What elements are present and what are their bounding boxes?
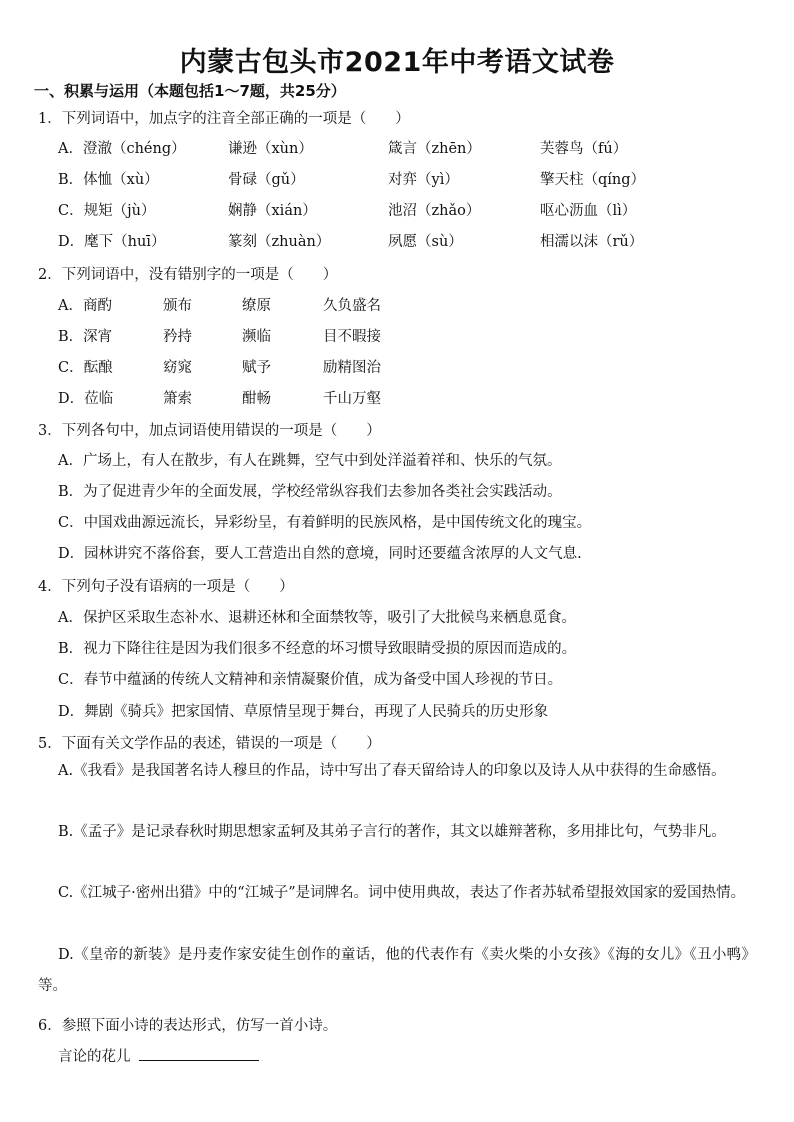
poem-line [58,1045,259,1066]
option-cell: 励精图治 [323,360,381,376]
question-3-stem: 3．下列各句中，加点词语使用错误的一项是（ ） [38,423,381,439]
section-heading: 一、积累与运用（本题包括1～7题，共25分） [34,82,346,100]
option-cell: C．规矩（jù） [58,203,156,219]
option-cell: A．澄澈（chéng） [58,141,186,157]
question-3-option-b[interactable]: B．为了促进青少年的全面发展，学校经常纵容我们去参加各类社会实践活动。 [58,484,562,500]
question-4-option-b[interactable]: B．视力下降往往是因为我们很多不经意的坏习惯导致眼睛受损的原因而造成的。 [58,641,577,657]
option-cell: D．莅临 [58,391,114,407]
option-cell: 夙愿（sù） [388,234,463,250]
option-cell: 篆刻（zhuàn） [228,234,331,250]
option-cell: 久负盛名 [323,298,381,314]
option-cell: 箴言（zhēn） [388,141,481,157]
question-5-option-d[interactable]: D.《皇帝的新装》是丹麦作家安徒生创作的童话，他的代表作有《卖火柴的小女孩》《海的女儿》《丑小鸭》等。 [38,947,756,994]
question-4-option-c[interactable]: C．春节中蕴涵的传统人文精神和亲情凝聚价值，成为备受中国人珍视的节日。 [58,672,563,688]
option-cell: 芙蓉鸟（fú） [540,141,628,157]
option-cell: 酣畅 [242,391,271,407]
option-cell: 箫索 [163,391,192,407]
answer-blank[interactable] [139,1046,259,1061]
option-cell: 千山万壑 [323,391,381,407]
question-5-option-a[interactable]: A.《我看》是我国著名诗人穆旦的作品，诗中写出了春天留给诗人的印象以及诗人从中获得的生命感悟。 [58,763,726,779]
page-title: 内蒙古包头市2021年中考语文试卷 [179,47,615,78]
question-4-option-a[interactable]: A．保护区采取生态补水、退耕还林和全面禁牧等，吸引了大批候鸟来栖息觅食。 [58,610,576,626]
question-4-option-d[interactable]: D．舞剧《骑兵》把家国情、草原情呈现于舞台，再现了人民骑兵的历史形象 [58,704,549,720]
question-5-option-b[interactable]: B.《孟子》是记录春秋时期思想家孟轲及其弟子言行的著作，其文以雄辩著称，多用排比句，气势非凡。 [58,824,726,840]
question-6-stem: 6．参照下面小诗的表达形式，仿写一首小诗。 [38,1018,338,1034]
question-3-option-d[interactable]: D．园林讲究不落俗套，要人工营造出自然的意境，同时还要蕴含浓厚的人文气息. [58,546,582,562]
question-3-option-c[interactable]: C．中国戏曲源远流长，异彩纷呈，有着鲜明的民族风格，是中国传统文化的瑰宝。 [58,515,592,531]
option-cell: 池沼（zhǎo） [388,203,481,219]
option-cell: C．酝酿 [58,360,113,376]
option-cell: 呕心沥血（lì） [540,203,637,219]
option-cell: 谦逊（xùn） [228,141,313,157]
option-cell: 濒临 [242,329,271,345]
option-cell: 窈窕 [163,360,192,376]
question-4-stem: 4．下列句子没有语病的一项是（ ） [38,579,294,595]
option-cell: 娴静（xián） [228,203,317,219]
option-cell: 赋予 [242,360,271,376]
question-5-option-c[interactable]: C.《江城子·密州出猎》中的“江城子”是词牌名。词中使用典故，表达了作者苏轼希望报效国家的爱国热情。 [58,885,746,901]
option-cell: 目不暇接 [323,329,381,345]
option-cell: 颁布 [163,298,192,314]
option-cell: 矜持 [163,329,192,345]
option-cell: 对弈（yì） [388,172,459,188]
question-5-stem: 5．下面有关文学作品的表述，错误的一项是（ ） [38,736,381,752]
option-cell: 相濡以沫（rǔ） [540,234,644,250]
question-1-stem: 1．下列词语中，加点字的注音全部正确的一项是（ ） [38,111,410,127]
option-cell: D．麾下（huī） [58,234,166,250]
option-cell: B．体恤（xù） [58,172,159,188]
question-2-stem: 2．下列词语中，没有错别字的一项是（ ） [38,267,338,283]
option-cell: A．商酌 [58,298,112,314]
option-cell: 擎天柱（qíng） [540,172,646,188]
poem-line-text: 言论的花儿 [58,1049,131,1065]
option-cell: B．深宵 [58,329,113,345]
question-3-option-a[interactable]: A．广场上，有人在散步，有人在跳舞，空气中到处洋溢着祥和、快乐的气氛。 [58,453,562,469]
option-cell: 缭原 [242,298,271,314]
option-cell: 骨碌（gǔ） [228,172,305,188]
